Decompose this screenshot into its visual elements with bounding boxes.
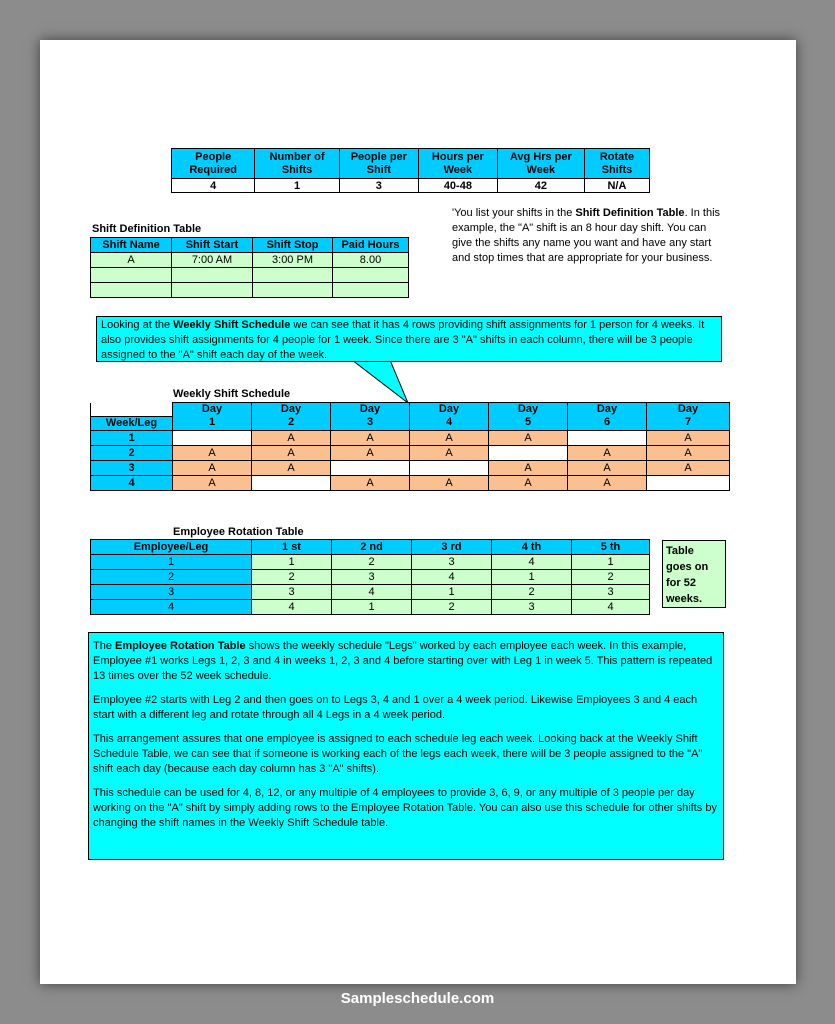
day-header xyxy=(647,403,730,431)
callout-pointer xyxy=(350,360,420,405)
schedule-cell: A xyxy=(568,475,647,490)
shift-def-cell xyxy=(253,283,333,298)
schedule-cell: A xyxy=(173,475,252,490)
shift-def-header: Paid Hours xyxy=(333,238,409,253)
shift-def-cell xyxy=(91,283,172,298)
leg-cell: 1 xyxy=(572,555,650,570)
leg-cell: 3 xyxy=(412,555,492,570)
callout-text: Looking at the xyxy=(101,319,174,331)
schedule-cell: A xyxy=(331,430,410,445)
schedule-cell xyxy=(489,445,568,460)
callout-text: we can see that it has 4 rows providing shift assignments for 1 person for 4 weeks. It also provides shift assignments for 4 people for 1 week. Since there are 3 "A" shifts in each column, there will be 3 people assigned to the "A" shift each day of the week. xyxy=(101,319,705,361)
schedule-cell: A xyxy=(489,460,568,475)
rotation-header: 4 th xyxy=(492,540,572,555)
day-number: 2 xyxy=(287,416,295,429)
day-header xyxy=(489,403,568,431)
shift-def-cell xyxy=(333,268,409,283)
day-number: 6 xyxy=(603,416,611,429)
shift-def-cell: A xyxy=(91,253,172,268)
shift-def-cell xyxy=(172,268,253,283)
schedule-cell: A xyxy=(410,445,489,460)
summary-header: Rotate Shifts xyxy=(584,149,649,179)
schedule-cell: A xyxy=(410,475,489,490)
weekly-row xyxy=(91,475,730,490)
summary-value: 40-48 xyxy=(419,179,498,193)
schedule-cell: A xyxy=(331,445,410,460)
summary-value: 3 xyxy=(339,179,418,193)
leg-cell: 3 xyxy=(572,585,650,600)
weekly-schedule-body xyxy=(91,430,730,490)
rotation-row xyxy=(91,600,650,615)
note-text: 'You list your shifts in the xyxy=(452,207,576,219)
document-page xyxy=(40,40,796,984)
day-number: 1 xyxy=(208,416,216,429)
summary-value: 1 xyxy=(255,179,339,193)
callout-paragraph-2: Employee #2 starts with Leg 2 and then goes on to Legs 3, 4 and 1 over a 4 week period. Likewise Employees 3 and 4 each start with a different leg and rotate through all 4 Legs in a 4 week period. xyxy=(93,694,698,721)
summary-header: Avg Hrs per Week xyxy=(497,149,584,179)
schedule-cell xyxy=(331,460,410,475)
rotation-body xyxy=(91,555,650,615)
schedule-cell: A xyxy=(647,445,730,460)
callout-bold: Employee Rotation Table xyxy=(115,640,246,652)
schedule-cell: A xyxy=(410,430,489,445)
leg-cell: 2 xyxy=(572,570,650,585)
rotation-header: 3 rd xyxy=(412,540,492,555)
rotation-header: Employee/Leg xyxy=(91,540,252,555)
blank-corner xyxy=(91,403,173,431)
leg-cell: 3 xyxy=(492,600,572,615)
schedule-cell: A xyxy=(252,460,331,475)
leg-cell: 2 xyxy=(492,585,572,600)
week-leg-number: 4 xyxy=(91,475,173,490)
table-continues-note: Table goes on for 52 weeks. xyxy=(662,540,726,608)
callout-text: The xyxy=(93,640,116,652)
shift-def-cell xyxy=(172,283,253,298)
summary-header: People per Shift xyxy=(339,149,418,179)
day-number: 5 xyxy=(524,416,532,429)
callout-bold: Weekly Shift Schedule xyxy=(173,319,291,331)
schedule-cell xyxy=(252,475,331,490)
leg-cell: 3 xyxy=(252,585,332,600)
schedule-cell xyxy=(568,430,647,445)
day-number: 7 xyxy=(684,416,692,429)
callout-paragraph-4: This schedule can be used for 4, 8, 12, or any multiple of 4 employees to provide 3, 6, 9, or any multiple of 3 people per day working on the "A" shift by simply adding rows to the Employee Rotation Table. You can also use this schedule for other shifts by changing the shift names in the Weekly Shift Schedule table. xyxy=(93,787,717,829)
weekly-schedule-title: Weekly Shift Schedule xyxy=(173,388,291,400)
schedule-cell: A xyxy=(489,475,568,490)
shift-def-cell: 3:00 PM xyxy=(253,253,333,268)
leg-cell: 4 xyxy=(332,585,412,600)
day-word: Day xyxy=(359,403,381,416)
weekly-schedule-callout xyxy=(96,316,722,362)
day-word: Day xyxy=(438,403,460,416)
summary-header: People Required xyxy=(172,149,255,179)
schedule-cell xyxy=(173,430,252,445)
week-leg-number: 3 xyxy=(91,460,173,475)
note-bold: Shift Definition Table xyxy=(575,207,685,219)
rotation-row xyxy=(91,585,650,600)
day-header xyxy=(568,403,647,431)
day-word: Day xyxy=(596,403,618,416)
week-leg-number: 1 xyxy=(91,430,173,445)
summary-value: 42 xyxy=(497,179,584,193)
day-word: Day xyxy=(517,403,539,416)
schedule-cell: A xyxy=(489,430,568,445)
day-number: 3 xyxy=(366,416,374,429)
day-word: Day xyxy=(677,403,699,416)
day-word: Day xyxy=(280,403,302,416)
callout-paragraph-1 xyxy=(93,639,719,684)
schedule-cell xyxy=(410,460,489,475)
rotation-callout xyxy=(88,632,724,860)
summary-value: N/A xyxy=(584,179,649,193)
leg-cell: 2 xyxy=(412,600,492,615)
leg-cell: 4 xyxy=(252,600,332,615)
leg-cell: 1 xyxy=(252,555,332,570)
day-number: 4 xyxy=(445,416,453,429)
schedule-cell: A xyxy=(568,460,647,475)
site-watermark: Sampleschedule.com xyxy=(340,990,495,1007)
leg-cell: 1 xyxy=(492,570,572,585)
summary-header: Number of Shifts xyxy=(255,149,339,179)
schedule-cell: A xyxy=(252,445,331,460)
schedule-cell: A xyxy=(173,460,252,475)
shift-def-cell xyxy=(333,283,409,298)
shift-def-header: Shift Start xyxy=(172,238,253,253)
leg-cell: 3 xyxy=(332,570,412,585)
schedule-cell: A xyxy=(647,430,730,445)
shift-definition-table xyxy=(90,237,409,298)
leg-cell: 1 xyxy=(332,600,412,615)
shift-def-header: Shift Name xyxy=(91,238,172,253)
schedule-cell: A xyxy=(331,475,410,490)
callout-text: shows the weekly schedule "Legs" worked by each employee each week. In this example, Employee #1 works Legs 1, 2, 3 and 4 in weeks 1, 2, 3 and 4 before starting over with Leg 1 in week 5. This pattern is repeated 13 times over the 52 week schedule. xyxy=(93,640,713,682)
schedule-cell: A xyxy=(568,445,647,460)
weekly-row xyxy=(91,430,730,445)
schedule-cell: A xyxy=(252,430,331,445)
rotation-header: 1 st xyxy=(252,540,332,555)
employee-number: 2 xyxy=(91,570,252,585)
rotation-row xyxy=(91,570,650,585)
shift-definition-note xyxy=(452,206,722,266)
rotation-row xyxy=(91,555,650,570)
employee-number: 4 xyxy=(91,600,252,615)
week-leg-label: Week/Leg xyxy=(91,416,172,430)
shift-definition-title: Shift Definition Table xyxy=(92,223,202,235)
summary-table xyxy=(171,148,650,193)
day-word: Day xyxy=(201,403,223,416)
shift-def-cell: 8.00 xyxy=(333,253,409,268)
day-header xyxy=(252,403,331,431)
leg-cell: 1 xyxy=(412,585,492,600)
summary-value: 4 xyxy=(172,179,255,193)
shift-def-header: Shift Stop xyxy=(253,238,333,253)
employee-number: 1 xyxy=(91,555,252,570)
summary-header: Hours per Week xyxy=(419,149,498,179)
day-header xyxy=(410,403,489,431)
callout-paragraph-3: This arrangement assures that one employee is assigned to each schedule leg each week. Looking back at the Weekly Shift Schedule Table, we can see that if someone is working each of the legs each week, there will be 3 people assigned to the "A" shift each day (because each day column has 3 "A" shifts). xyxy=(93,733,703,775)
weekly-schedule-table xyxy=(90,402,730,491)
shift-def-cell: 7:00 AM xyxy=(172,253,253,268)
shift-def-cell xyxy=(253,268,333,283)
note-text: . In this example, the "A" shift is an 8 hour day shift. You can give the shifts any name you want and have any start and stop times that are appropriate for your business. xyxy=(452,207,721,264)
rotation-header: 5 th xyxy=(572,540,650,555)
rotation-header: 2 nd xyxy=(332,540,412,555)
leg-cell: 4 xyxy=(412,570,492,585)
leg-cell: 4 xyxy=(492,555,572,570)
employee-number: 3 xyxy=(91,585,252,600)
rotation-table xyxy=(90,539,650,615)
schedule-cell xyxy=(647,475,730,490)
leg-cell: 4 xyxy=(572,600,650,615)
schedule-cell: A xyxy=(647,460,730,475)
leg-cell: 2 xyxy=(332,555,412,570)
schedule-cell: A xyxy=(173,445,252,460)
shift-def-cell xyxy=(91,268,172,283)
day-header xyxy=(331,403,410,431)
weekly-row xyxy=(91,445,730,460)
week-leg-number: 2 xyxy=(91,445,173,460)
rotation-title: Employee Rotation Table xyxy=(173,526,304,538)
weekly-row xyxy=(91,460,730,475)
leg-cell: 2 xyxy=(252,570,332,585)
day-header xyxy=(173,403,252,431)
